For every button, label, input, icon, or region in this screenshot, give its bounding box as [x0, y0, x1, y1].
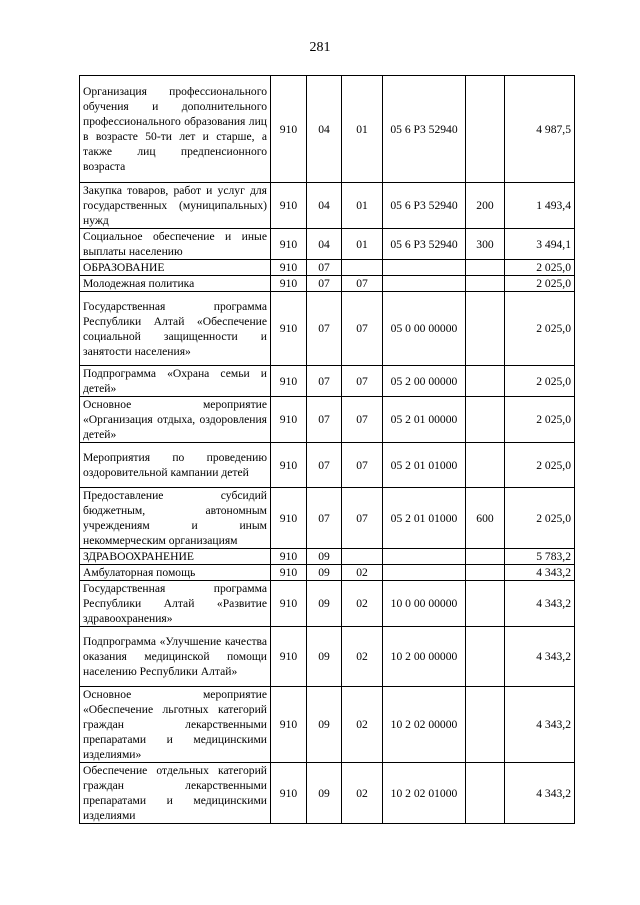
row-grbs-code: 910	[271, 76, 307, 183]
row-grbs-code: 910	[271, 627, 307, 687]
row-target-article-code: 10 0 00 00000	[383, 581, 466, 627]
table-row	[80, 292, 575, 366]
table-row	[80, 183, 575, 229]
row-subsection-code: 07	[342, 292, 383, 366]
row-amount: 4 987,5	[505, 76, 575, 183]
row-name: Государственная программа Республики Алтай «Обеспечение социальной защищенности и занятости населения»	[80, 292, 271, 366]
row-name: Молодежная политика	[80, 276, 271, 292]
row-section-code: 09	[307, 581, 342, 627]
row-target-article-code: 05 6 P3 52940	[383, 229, 466, 260]
row-expense-type-code	[466, 397, 505, 443]
row-amount: 4 343,2	[505, 627, 575, 687]
table-row	[80, 488, 575, 549]
row-target-article-code: 05 6 P3 52940	[383, 76, 466, 183]
row-amount: 5 783,2	[505, 549, 575, 565]
row-target-article-code: 05 2 00 00000	[383, 366, 466, 397]
row-target-article-code: 05 0 00 00000	[383, 292, 466, 366]
row-amount: 2 025,0	[505, 488, 575, 549]
table-row	[80, 397, 575, 443]
row-name: Социальное обеспечение и иные выплаты населению	[80, 229, 271, 260]
row-name: Основное мероприятие «Организация отдыха, оздоровления детей»	[80, 397, 271, 443]
row-section-code: 04	[307, 229, 342, 260]
table-row	[80, 276, 575, 292]
row-section-code: 07	[307, 397, 342, 443]
row-target-article-code: 05 2 01 01000	[383, 488, 466, 549]
row-subsection-code: 01	[342, 76, 383, 183]
row-target-article-code: 10 2 02 00000	[383, 687, 466, 763]
row-amount: 1 493,4	[505, 183, 575, 229]
row-subsection-code	[342, 549, 383, 565]
row-name: Обеспечение отдельных категорий граждан лекарственными препаратами и медицинскими изделиями	[80, 763, 271, 824]
table-row	[80, 366, 575, 397]
table-row	[80, 229, 575, 260]
row-name: Организация профессионального обучения и дополнительного профессионального образования лиц в возрасте 50-ти лет и старше, а также лиц предпенсионного возраста	[80, 76, 271, 183]
row-target-article-code: 05 2 01 00000	[383, 397, 466, 443]
row-grbs-code: 910	[271, 292, 307, 366]
row-expense-type-code: 600	[466, 488, 505, 549]
row-section-code: 09	[307, 549, 342, 565]
table-row	[80, 443, 575, 488]
row-expense-type-code	[466, 565, 505, 581]
row-subsection-code: 07	[342, 366, 383, 397]
table-row	[80, 549, 575, 565]
row-amount: 2 025,0	[505, 366, 575, 397]
row-section-code: 09	[307, 763, 342, 824]
row-amount: 4 343,2	[505, 565, 575, 581]
row-grbs-code: 910	[271, 366, 307, 397]
row-subsection-code: 02	[342, 763, 383, 824]
row-grbs-code: 910	[271, 183, 307, 229]
row-grbs-code: 910	[271, 397, 307, 443]
row-amount: 4 343,2	[505, 687, 575, 763]
row-amount: 2 025,0	[505, 260, 575, 276]
row-subsection-code: 02	[342, 581, 383, 627]
row-amount: 2 025,0	[505, 292, 575, 366]
table-row	[80, 581, 575, 627]
row-grbs-code: 910	[271, 549, 307, 565]
page-number: 281	[309, 40, 331, 55]
row-grbs-code: 910	[271, 488, 307, 549]
row-expense-type-code	[466, 627, 505, 687]
row-amount: 4 343,2	[505, 763, 575, 824]
row-subsection-code: 07	[342, 276, 383, 292]
row-name: Амбулаторная помощь	[80, 565, 271, 581]
row-expense-type-code	[466, 276, 505, 292]
row-grbs-code: 910	[271, 260, 307, 276]
row-target-article-code: 10 2 02 01000	[383, 763, 466, 824]
row-grbs-code: 910	[271, 581, 307, 627]
row-target-article-code	[383, 276, 466, 292]
row-expense-type-code	[466, 549, 505, 565]
row-name: Государственная программа Республики Алтай «Развитие здравоохранения»	[80, 581, 271, 627]
row-target-article-code	[383, 260, 466, 276]
budget-table-body	[80, 76, 575, 824]
row-subsection-code: 01	[342, 229, 383, 260]
row-amount: 2 025,0	[505, 397, 575, 443]
row-target-article-code: 05 6 P3 52940	[383, 183, 466, 229]
row-name: Предоставление субсидий бюджетным, автономным учреждениям и иным некоммерческим организациям	[80, 488, 271, 549]
row-subsection-code	[342, 260, 383, 276]
row-expense-type-code	[466, 76, 505, 183]
row-section-code: 07	[307, 260, 342, 276]
row-amount: 2 025,0	[505, 276, 575, 292]
row-subsection-code: 07	[342, 488, 383, 549]
row-name: Основное мероприятие «Обеспечение льготных категорий граждан лекарственными препаратами и медицинскими изделиями»	[80, 687, 271, 763]
row-section-code: 09	[307, 627, 342, 687]
row-section-code: 07	[307, 292, 342, 366]
table-row	[80, 76, 575, 183]
row-grbs-code: 910	[271, 443, 307, 488]
row-subsection-code: 02	[342, 565, 383, 581]
table-row	[80, 627, 575, 687]
row-expense-type-code	[466, 443, 505, 488]
row-subsection-code: 07	[342, 443, 383, 488]
budget-table	[79, 75, 575, 824]
row-grbs-code: 910	[271, 763, 307, 824]
table-row	[80, 260, 575, 276]
row-section-code: 07	[307, 366, 342, 397]
row-name: Подпрограмма «Улучшение качества оказания медицинской помощи населению Республики Алтай»	[80, 627, 271, 687]
row-section-code: 07	[307, 276, 342, 292]
row-subsection-code: 02	[342, 687, 383, 763]
row-name: Закупка товаров, работ и услуг для государственных (муниципальных) нужд	[80, 183, 271, 229]
row-amount: 3 494,1	[505, 229, 575, 260]
row-name: Подпрограмма «Охрана семьи и детей»	[80, 366, 271, 397]
row-subsection-code: 01	[342, 183, 383, 229]
row-expense-type-code	[466, 366, 505, 397]
row-section-code: 09	[307, 687, 342, 763]
row-expense-type-code: 200	[466, 183, 505, 229]
row-subsection-code: 07	[342, 397, 383, 443]
row-grbs-code: 910	[271, 229, 307, 260]
row-expense-type-code	[466, 292, 505, 366]
row-expense-type-code	[466, 687, 505, 763]
row-expense-type-code	[466, 581, 505, 627]
row-target-article-code: 10 2 00 00000	[383, 627, 466, 687]
row-subsection-code: 02	[342, 627, 383, 687]
row-grbs-code: 910	[271, 687, 307, 763]
row-name: ЗДРАВООХРАНЕНИЕ	[80, 549, 271, 565]
row-grbs-code: 910	[271, 276, 307, 292]
row-expense-type-code	[466, 260, 505, 276]
row-grbs-code: 910	[271, 565, 307, 581]
row-section-code: 07	[307, 488, 342, 549]
row-section-code: 09	[307, 565, 342, 581]
row-amount: 4 343,2	[505, 581, 575, 627]
row-target-article-code	[383, 565, 466, 581]
row-target-article-code: 05 2 01 01000	[383, 443, 466, 488]
row-amount: 2 025,0	[505, 443, 575, 488]
row-name: ОБРАЗОВАНИЕ	[80, 260, 271, 276]
row-section-code: 04	[307, 76, 342, 183]
row-section-code: 07	[307, 443, 342, 488]
table-row	[80, 763, 575, 824]
table-row	[80, 565, 575, 581]
row-target-article-code	[383, 549, 466, 565]
row-expense-type-code	[466, 763, 505, 824]
row-name: Мероприятия по проведению оздоровительной кампании детей	[80, 443, 271, 488]
row-expense-type-code: 300	[466, 229, 505, 260]
row-section-code: 04	[307, 183, 342, 229]
table-row	[80, 687, 575, 763]
